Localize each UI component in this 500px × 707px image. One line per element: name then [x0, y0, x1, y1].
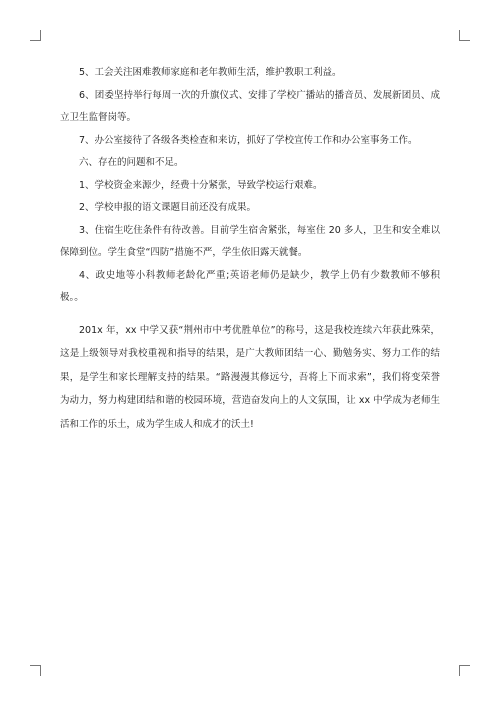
page-corner-mark-top-left: [30, 30, 41, 41]
page-corner-mark-bottom-right: [459, 665, 470, 676]
problem-item-3-boarding: 3、住宿生吃住条件有待改善。目前学生宿舍紧张，每室住 20 多人，卫生和安全难以保障到位。学生食堂“四防”措施不严，学生依旧露天就餐。: [60, 224, 440, 258]
concluding-paragraph: 201x 年，xx 中学又获“荆州市中考优胜单位”的称号，这是我校连续六年获此殊荣，这是上级领导对我校重视和指导的结果，是广大教师团结一心、勤勉务实、努力工作的结果，是学生和家长理解支持的结果。“路漫漫其修远兮，吾将上下而求索”，我们将变荣誉为动力，努力构建团结和谐的校园环境，营造奋发向上的人文氛围，让 xx 中学成为老师生活和工作的乐土，成为学生成人和成才的沃土!: [60, 324, 440, 430]
document-body: [60, 62, 440, 436]
page-corner-mark-bottom-left: [30, 665, 41, 676]
problem-item-4-teachers: 4、政史地等小科教师老龄化严重;英语老师仍是缺少，教学上仍有少数教师不够积极。。: [60, 269, 440, 303]
problem-item-2-research: 2、学校申报的语文课题目前还没有成果。: [79, 202, 257, 213]
paragraph-item-6-youth-league: 6、团委坚持举行每周一次的升旗仪式、安排了学校广播站的播音员、发展新团员、成立卫生监督岗等。: [60, 89, 440, 123]
paragraph-item-7-office: 7、办公室接待了各级各类检查和来访，抓好了学校宣传工作和办公室事务工作。: [79, 134, 418, 146]
paragraph-item-5-union: 5、工会关注困难教师家庭和老年教师生活，维护教职工利益。: [79, 67, 342, 78]
section-heading-problems: 六、存在的问题和不足。: [79, 157, 184, 168]
problem-item-1-funding: 1、学校资金来源少，经费十分紧张，导致学校运行艰难。: [79, 179, 323, 191]
page-corner-mark-top-right: [459, 30, 470, 41]
